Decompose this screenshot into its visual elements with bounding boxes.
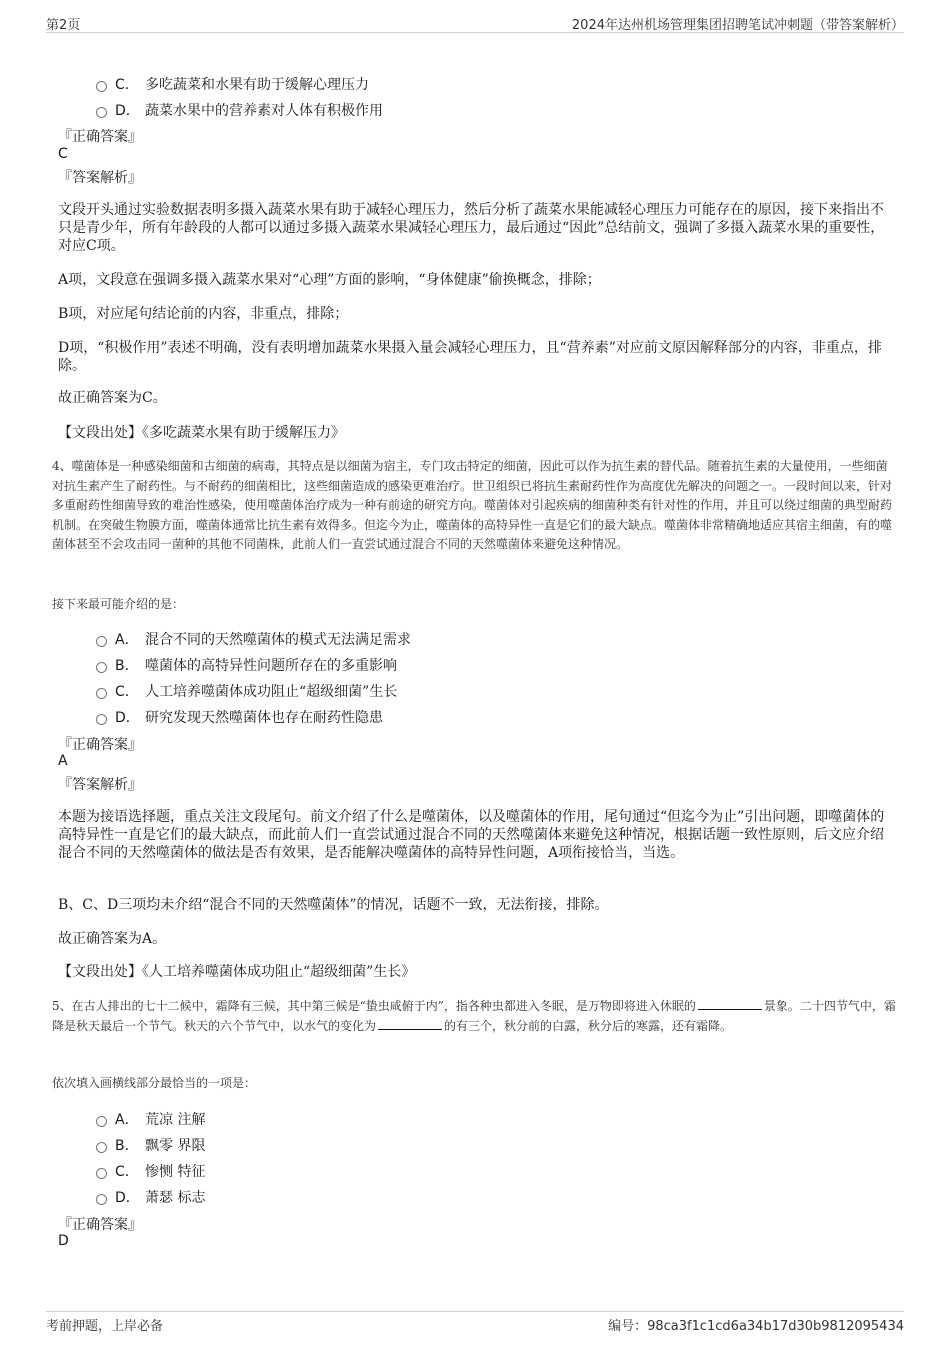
q3-answer-label: 『正确答案』 xyxy=(58,129,142,145)
q3-analysis-paragraph: B项，对应尾句结论前的内容，非重点，排除； xyxy=(58,306,349,322)
q5-answer-label: 『正确答案』 xyxy=(58,1217,142,1233)
q5-option-a[interactable]: A． 荒凉 注解 xyxy=(96,1109,205,1129)
q3-analysis-paragraph: 文段开头通过实验数据表明多摄入蔬菜水果有助于减轻心理压力，然后分析了蔬菜水果能减轻心理压力可能存在的原因，接下来指出不只是青少年，所有年龄段的人都可以通过多摄入蔬菜水果减轻心理压力，最后通过“因此”总结前文，强调了多摄入蔬菜水果的重要性，对应C项。 xyxy=(58,202,885,254)
document-title: 2024年达州机场管理集团招聘笔试冲刺题（带答案解析） xyxy=(571,18,904,33)
q3-analysis-label: 『答案解析』 xyxy=(58,170,142,186)
q4-question-text: 4、噬菌体是一种感染细菌和古细菌的病毒，其特点是以细菌为宿主，专门攻击特定的细菌，因此可以作为抗生素的替代品。随着抗生素的大量使用，一些细菌对抗生素产生了耐药性。与不耐药的细菌相比，这些细菌造成的感染更难治疗。世卫组织已将抗生素耐药性作为高度优先解决的问题之一。一段时间以来，针对多重耐药性细菌导致的难治性感染，使用噬菌体治疗成为一种有前途的研究方向。噬菌体对引起疾病的细菌种类有针对性的作用，并且可以绕过细菌的典型耐药机制。在突破生物膜方面，噬菌体通常比抗生素有效得多。但迄今为止，噬菌体的高特异性一直是它们的最大缺点。噬菌体非常精确地适应其宿主细菌，有的噬菌体甚至不会攻击同一菌种的其他不同菌株，此前人们一直尝试通过混合不同的天然噬菌体来避免这种情况。 xyxy=(52,459,893,551)
q4-option-d[interactable]: D． 研究发现天然噬菌体也存在耐药性隐患 xyxy=(96,707,383,727)
fill-blank xyxy=(378,1019,442,1030)
page-header xyxy=(46,12,904,33)
q5-prompt: 依次填入画横线部分最恰当的一项是： xyxy=(52,1076,257,1090)
q4-option-c[interactable]: C． 人工培养噬菌体成功阻止“超级细菌”生长 xyxy=(96,681,397,701)
radio-icon[interactable] xyxy=(96,688,107,699)
radio-icon[interactable] xyxy=(96,714,107,725)
q3-analysis-paragraph: A项，文段意在强调多摄入蔬菜水果对“心理”方面的影响，“身体健康”偷换概念，排除； xyxy=(58,272,601,288)
q4-option-b[interactable]: B． 噬菌体的高特异性问题所存在的多重影响 xyxy=(96,655,397,675)
q5-answer: D xyxy=(58,1233,69,1249)
page-number: 第2页 xyxy=(46,18,81,33)
q3-option-c[interactable]: C． 多吃蔬菜和水果有助于缓解心理压力 xyxy=(96,74,369,94)
q5-option-d[interactable]: D． 萧瑟 标志 xyxy=(96,1187,205,1207)
radio-icon[interactable] xyxy=(96,1194,107,1205)
q4-source: 【文段出处】《人工培养噬菌体成功阻止“超级细菌”生长》 xyxy=(58,964,416,980)
page-footer xyxy=(46,1311,904,1336)
q4-analysis-paragraph: 故正确答案为A。 xyxy=(58,931,167,947)
radio-icon[interactable] xyxy=(96,662,107,673)
radio-icon[interactable] xyxy=(96,81,107,92)
footer-slogan: 考前押题，上岸必备 xyxy=(46,1319,164,1334)
radio-icon[interactable] xyxy=(96,1142,107,1153)
q3-analysis-paragraph: D项，“积极作用”表述不明确，没有表明增加蔬菜水果摄入量会减轻心理压力，且“营养素”对应前文原因解释部分的内容，非重点，排除。 xyxy=(58,340,882,374)
q3-analysis-paragraph: 故正确答案为C。 xyxy=(58,390,167,406)
radio-icon[interactable] xyxy=(96,1116,107,1127)
q3-source: 【文段出处】《多吃蔬菜水果有助于缓解压力》 xyxy=(58,425,345,441)
q5-option-c[interactable]: C． 惨恻 特征 xyxy=(96,1161,205,1181)
q4-prompt: 接下来最可能介绍的是： xyxy=(52,597,185,611)
q4-option-a[interactable]: A． 混合不同的天然噬菌体的模式无法满足需求 xyxy=(96,629,411,649)
radio-icon[interactable] xyxy=(96,107,107,118)
q4-analysis-paragraph: 本题为接语选择题，重点关注文段尾句。前文介绍了什么是噬菌体，以及噬菌体的作用，尾句通过“但迄今为止”引出问题，即噬菌体的高特异性一直是它们的最大缺点，而此前人们一直尝试通过混合不同的天然噬菌体来避免这种情况，根据话题一致性原则，后文应介绍混合不同的天然噬菌体的做法是否有效果，是否能解决噬菌体的高特异性问题，A项衔接恰当，当选。 xyxy=(58,809,885,861)
document-serial: 编号：98ca3f1c1cd6a34b17d30b9812095434 xyxy=(608,1319,904,1334)
radio-icon[interactable] xyxy=(96,1168,107,1179)
q4-answer: A xyxy=(58,753,68,769)
q4-analysis-label: 『答案解析』 xyxy=(58,777,142,793)
radio-icon[interactable] xyxy=(96,636,107,647)
q5-option-b[interactable]: B． 飘零 界限 xyxy=(96,1135,205,1155)
q3-answer: C xyxy=(58,146,68,162)
q4-analysis-paragraph: B、C、D三项均未介绍“混合不同的天然噬菌体”的情况，话题不一致，无法衔接，排除。 xyxy=(58,897,609,913)
q4-answer-label: 『正确答案』 xyxy=(58,737,142,753)
q5-question-text: 5、在古人排出的七十二候中，霜降有三候，其中第三候是“蛰虫咸俯于内”，指各种虫都进入冬眠，是万物即将进入休眠的 景象。二十四节气中，霜降是秋天最后一个节气。秋天的六个节气中，以水气的变化为 的有三个，秋分前的白露，秋分后的寒露，还有霜降。 xyxy=(52,999,896,1033)
fill-blank xyxy=(698,999,762,1010)
q3-option-d[interactable]: D． 蔬菜水果中的营养素对人体有积极作用 xyxy=(96,100,383,120)
